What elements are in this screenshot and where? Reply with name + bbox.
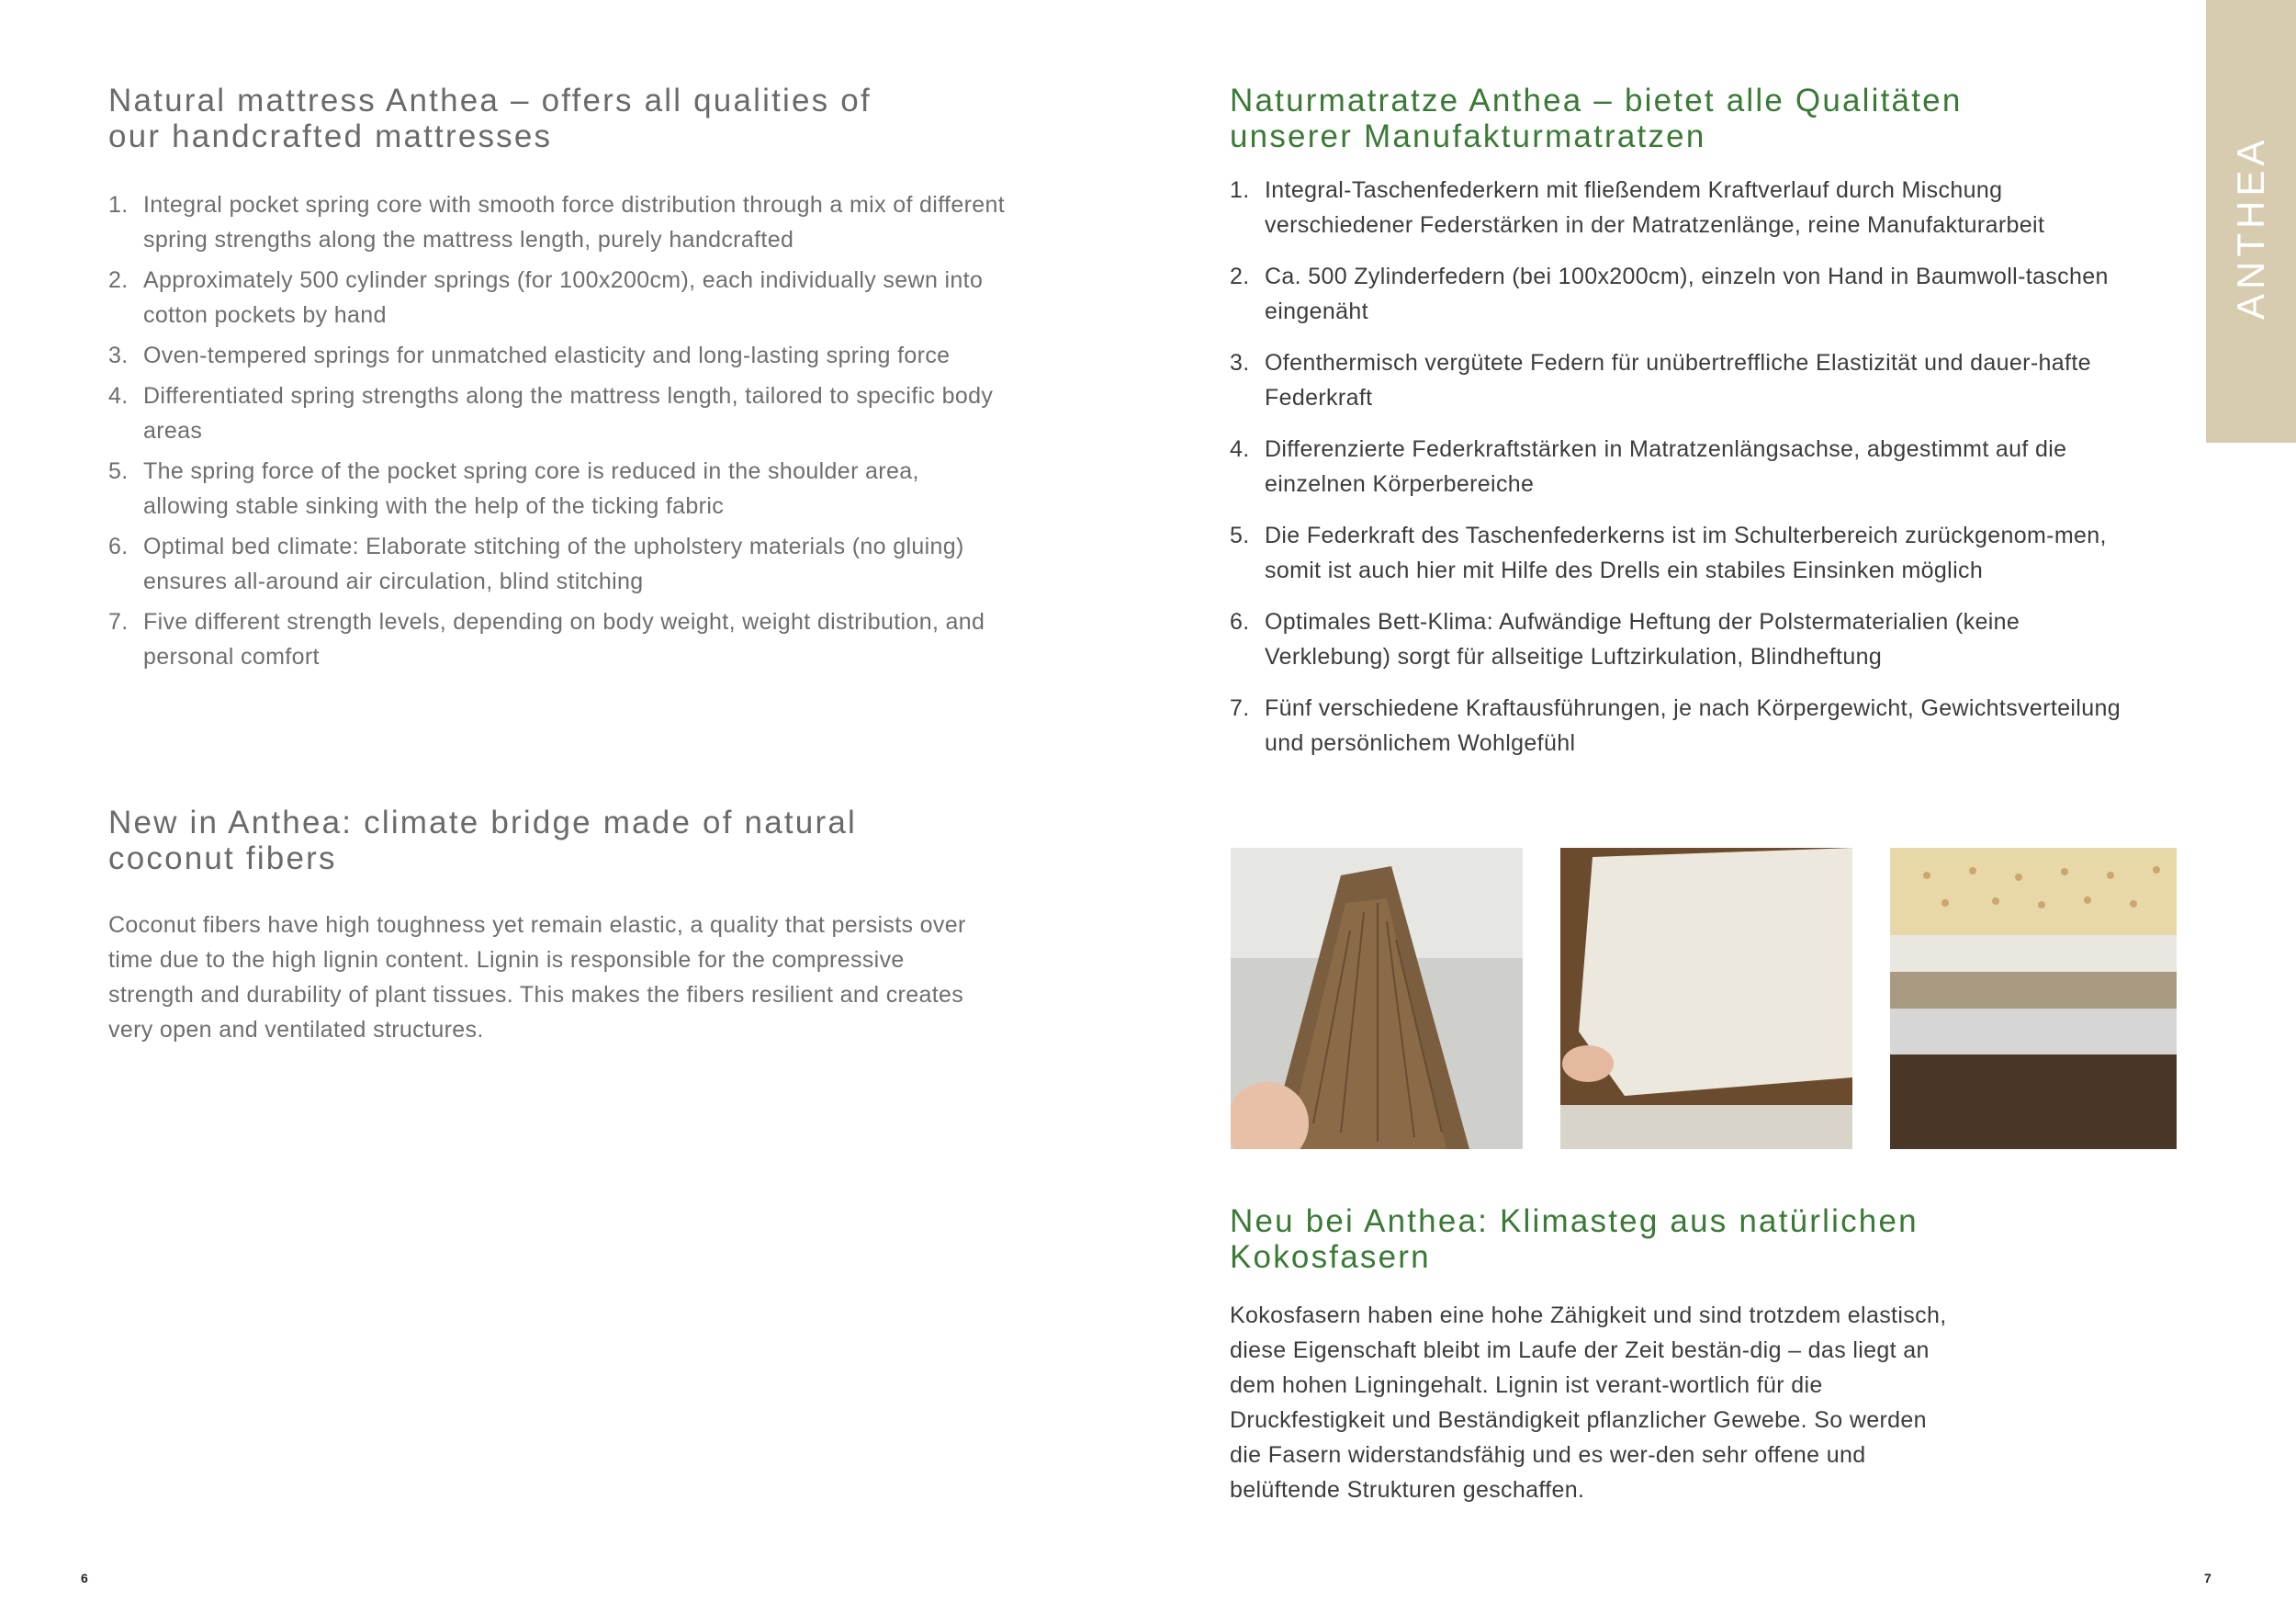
left-heading-coconut: New in Anthea: climate bridge made of natural coconut fibers [108,805,857,876]
list-item: 5. The spring force of the pocket spring core is reduced in the shoulder area, allowing stable sinking with the help of the ticking fabric [108,458,919,519]
page-number-left: 6 [81,1571,88,1585]
left-coconut-paragraph: Coconut fibers have high toughness yet remain elastic, a quality that persists over time due to the high lignin content. Lignin is responsible for the compressive strength and durability of plant tissues. This makes the fibers resilient and creates very open and ventilated structures. [108,912,966,1043]
coconut-fiber-photo [1231,848,1523,1149]
left-column [108,83,1008,680]
left-feature-list [108,187,1008,674]
list-item: 4. Differenzierte Federkraftstärken in Matratzenlängsachse, abgestimmt auf die einzelnen Körperbereiche [1230,436,2067,497]
list-item: 3. Oven-tempered springs for unmatched elasticity and long-lasting spring force [108,343,951,368]
left-heading-mattress: Natural mattress Anthea – offers all qualities of our handcrafted mattresses [108,83,872,154]
list-item: 1. Integral pocket spring core with smooth force distribution through a mix of different spring strengths along the mattress length, purely handcrafted [108,192,1006,253]
list-item: 2. Approximately 500 cylinder springs (for 100x200cm), each individually sewn into cotton pockets by hand [108,267,984,328]
list-item: 4. Differentiated spring strengths along the mattress length, tailored to specific body areas [108,383,994,444]
right-heading-mattress: Naturmatratze Anthea – bietet alle Qualitäten unserer Manufakturmatratzen [1230,83,1963,154]
list-item: 3. Ofenthermisch vergütete Federn für unübertreffliche Elastizität und dauer-hafte Federkraft [1230,350,2091,411]
list-item: 1. Integral-Taschenfederkern mit fließendem Kraftverlauf durch Mischung verschiedener Federstärken in der Matratzenlänge, reine Manufakturarbeit [1230,177,2045,238]
right-column [1230,83,2148,777]
list-item: 2. Ca. 500 Zylinderfedern (bei 100x200cm), einzeln von Hand in Baumwoll-taschen eingenäht [1230,264,2109,324]
right-heading-coconut: Neu bei Anthea: Klimasteg aus natürlichen Kokosfasern [1230,1203,1919,1275]
list-item: 7. Five different strength levels, depending on body weight, weight distribution, and personal comfort [108,609,985,670]
right-feature-list [1230,173,2148,761]
list-item: 5. Die Federkraft des Taschenfederkerns ist im Schulterbereich zurückgenom-men, somit ist auch hier mit Hilfe des Drells ein stabiles Einsinken möglich [1230,523,2107,583]
right-coconut-paragraph: Kokosfasern haben eine hohe Zähigkeit und sind trotzdem elastisch, diese Eigenschaft bleibt im Laufe der Zeit bestän-dig – das liegt an dem hohen Ligningehalt. Lignin ist verant-wortlich für die Druckfestigkeit und Beständigkeit pflanzlicher Gewebe. So werden die Fasern widerstandsfähig und es wer-den sehr offene und belüftende Strukturen geschaffen. [1230,1303,1947,1503]
list-item: 6. Optimales Bett-Klima: Aufwändige Heftung der Polstermaterialien (keine Verklebung) sorgt für allseitige Luftzirkulation, Blindheftung [1230,609,2020,670]
section-tab [2206,0,2296,443]
list-item: 7. Fünf verschiedene Kraftausführungen, je nach Körpergewicht, Gewichtsverteilung und persönlichem Wohlgefühl [1230,695,2121,756]
mattress-layers-photo [1890,848,2177,1149]
list-item: 6. Optimal bed climate: Elaborate stitching of the upholstery materials (no gluing) ensures all-around air circulation, blind stitching [108,534,964,594]
latex-layer-photo [1560,848,1852,1149]
section-tab-label: ANTHEA [2229,135,2272,320]
page-number-right: 7 [2204,1571,2212,1585]
